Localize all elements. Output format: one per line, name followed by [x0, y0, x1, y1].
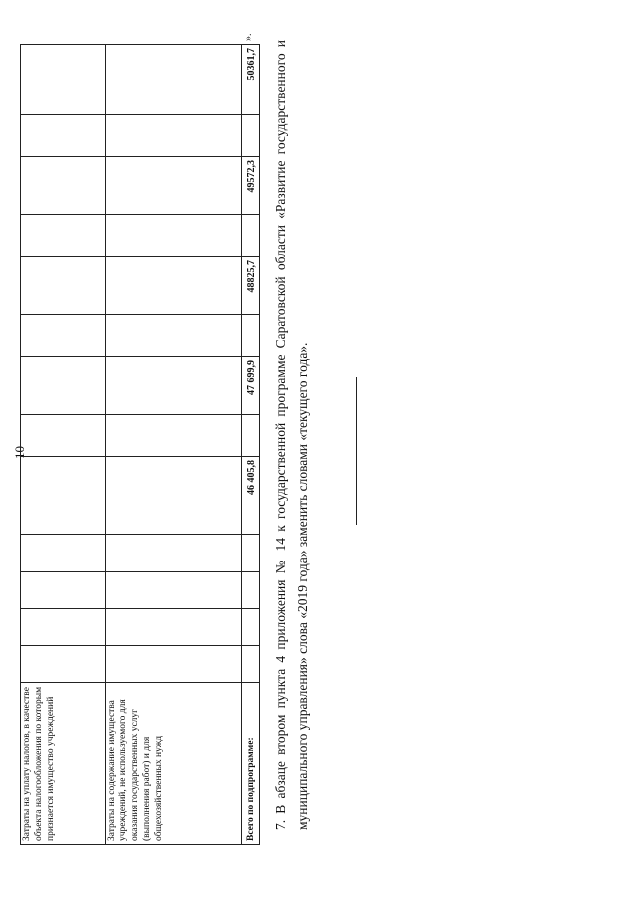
table-cell: [242, 115, 260, 157]
table-cell: [105, 535, 241, 572]
closing-quote: ».: [242, 33, 254, 41]
table-cell: [105, 609, 241, 646]
total-value: 48825,7: [242, 257, 260, 315]
table-cell: [105, 572, 241, 609]
table-cell: [21, 572, 106, 609]
table-cell: [21, 157, 106, 215]
table-row: [21, 35, 106, 845]
table-cell: [21, 646, 106, 683]
table-cell: [21, 115, 106, 157]
budget-table: [20, 34, 260, 845]
table-cell: [21, 609, 106, 646]
row-label: Затраты на содержание имущества учреждений, не используемого для оказания государственных услуг (выполнения работ) и для общехозяйственных нужд: [105, 683, 241, 845]
table-gap: [105, 35, 241, 45]
table-cell: [21, 535, 106, 572]
total-value: 47 699,9: [242, 357, 260, 415]
amendment-paragraph: 7. В абзаце втором пункта 4 приложения № 14 к государственной программе Саратовской области «Развитие государственного и муниципального управления» слова «2019 года» заменить словами «текущего года».: [273, 40, 310, 830]
table-cell: [105, 315, 241, 357]
table-cell: [105, 415, 241, 457]
table-cell: [105, 215, 241, 257]
total-label: Всего по подпрограмме:: [242, 683, 260, 845]
table-cell: [105, 45, 241, 115]
table-cell: [242, 215, 260, 257]
total-value: 49572,3: [242, 157, 260, 215]
table-cell: [105, 115, 241, 157]
table-gap: [21, 35, 106, 45]
table-cell: [242, 609, 260, 646]
table-cell: [21, 257, 106, 315]
table-cell: [242, 415, 260, 457]
table-cell: [21, 215, 106, 257]
table-cell: [242, 535, 260, 572]
table-cell: [242, 572, 260, 609]
table-cell: [21, 315, 106, 357]
table-cell: [105, 646, 241, 683]
table-cell: [105, 157, 241, 215]
table-cell: [105, 457, 241, 535]
table-row: [105, 35, 241, 845]
table-cell: [105, 357, 241, 415]
total-row: [242, 35, 260, 845]
table-cell: [21, 415, 106, 457]
table-cell: [21, 45, 106, 115]
page-number: 10: [12, 446, 27, 459]
total-value: 46 405,8: [242, 457, 260, 535]
table-cell: [242, 646, 260, 683]
table-cell: [21, 357, 106, 415]
total-value: 50361,7: [242, 45, 260, 115]
table-cell: [21, 457, 106, 535]
table-cell: [242, 315, 260, 357]
row-label: Затраты на уплату налогов, в качестве объекта налогообложения по которым признается имущество учреждений: [21, 683, 106, 845]
table-cell: [105, 257, 241, 315]
separator-rule: [356, 377, 357, 525]
